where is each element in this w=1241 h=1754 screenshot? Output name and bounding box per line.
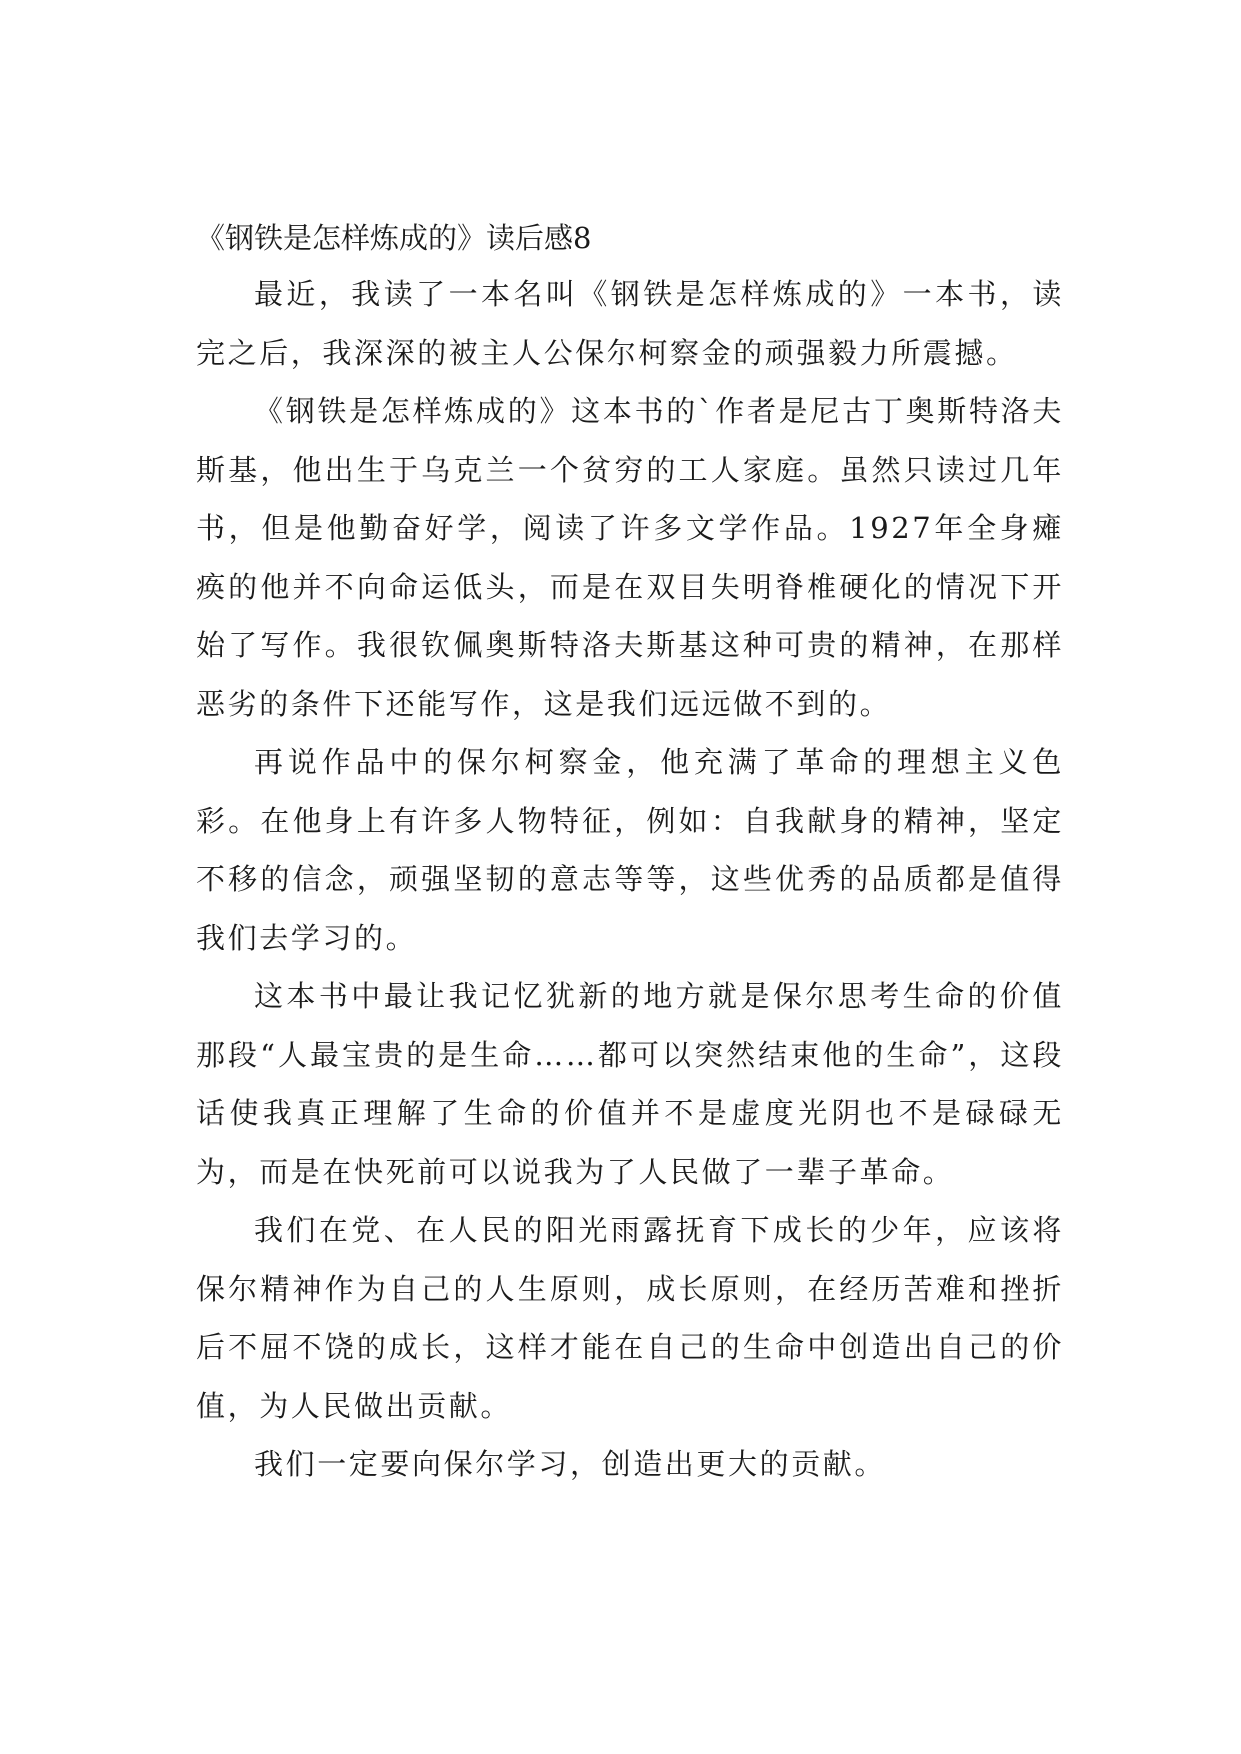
paragraph-intro: 最近，我读了一本名叫《钢铁是怎样炼成的》一本书，读完之后，我深深的被主人公保尔柯察金的顽强毅力所震撼。 bbox=[196, 277, 1064, 370]
paragraph-character: 再说作品中的保尔柯察金，他充满了革命的理想主义色彩。在他身上有许多人物特征，例如：自我献身的精神，坚定不移的信念，顽强坚韧的意志等等，这些优秀的品质都是值得我们去学习的。 bbox=[196, 745, 1064, 955]
document-body bbox=[196, 211, 1064, 1494]
paragraph-reflection: 我们在党、在人民的阳光雨露抚育下成长的少年，应该将保尔精神作为自己的人生原则，成长原则，在经历苦难和挫折后不屈不饶的成长，这样才能在自己的生命中创造出自己的价值，为人民做出贡献。 bbox=[196, 1213, 1064, 1423]
paragraph-quote: 这本书中最让我记忆犹新的地方就是保尔思考生命的价值那段“人最宝贵的是生命……都可以突然结束他的生命”，这段话使我真正理解了生命的价值并不是虚度光阴也不是碌碌无为，而是在快死前可以说我为了人民做了一辈子革命。 bbox=[196, 979, 1064, 1189]
paragraph-author: 《钢铁是怎样炼成的》这本书的`作者是尼古丁奥斯特洛夫斯基，他出生于乌克兰一个贫穷的工人家庭。虽然只读过几年书，但是他勤奋好学，阅读了许多文学作品。1927年全身瘫痪的他并不向命运低头，而是在双目失明脊椎硬化的情况下开始了写作。我很钦佩奥斯特洛夫斯基这种可贵的精神，在那样恶劣的条件下还能写作，这是我们远远做不到的。 bbox=[196, 394, 1064, 721]
document-title: 《钢铁是怎样炼成的》读后感8 bbox=[196, 221, 592, 255]
paragraph-conclusion: 我们一定要向保尔学习，创造出更大的贡献。 bbox=[254, 1447, 887, 1481]
